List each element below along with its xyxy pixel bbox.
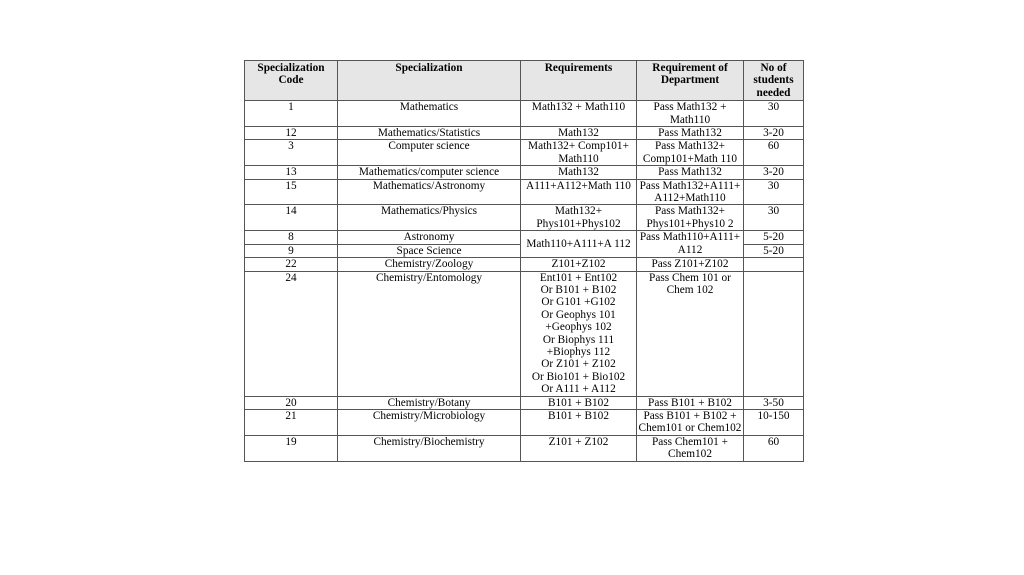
cell-code: 12 <box>245 127 338 140</box>
table-row <box>245 101 804 127</box>
specialization-table <box>244 60 804 462</box>
cell-specialization: Computer science <box>338 140 521 166</box>
cell-requirements-merged: Math110+A111+A 112 <box>521 231 637 258</box>
cell-code: 19 <box>245 435 338 461</box>
cell-department-merged: Pass Math110+A111+ A112 <box>637 231 744 258</box>
cell-code: 21 <box>245 409 338 435</box>
cell-students: 30 <box>744 179 804 205</box>
cell-department: Pass Z101+Z102 <box>637 258 744 271</box>
header-students: No of students needed <box>744 61 804 101</box>
cell-requirements: A111+A112+Math 110 <box>521 179 637 205</box>
requirement-line: Or Biophys 111 +Biophys 112 <box>542 333 615 358</box>
cell-students: 3-20 <box>744 166 804 179</box>
table-row <box>245 140 804 166</box>
cell-students: 30 <box>744 101 804 127</box>
cell-students: 5-20 <box>744 244 804 257</box>
table-row <box>245 166 804 179</box>
cell-specialization: Mathematics/Statistics <box>338 127 521 140</box>
cell-code: 8 <box>245 231 338 244</box>
cell-students: 60 <box>744 140 804 166</box>
requirement-line: Or Geophys 101 +Geophys 102 <box>541 308 616 334</box>
cell-requirements: B101 + B102 <box>521 409 637 435</box>
table-header-row <box>245 61 804 101</box>
cell-students: 10-150 <box>744 409 804 435</box>
cell-code: 13 <box>245 166 338 179</box>
cell-requirements: Z101+Z102 <box>521 258 637 271</box>
cell-specialization: Chemistry/Biochemistry <box>338 435 521 461</box>
header-specialization: Specialization <box>338 61 521 101</box>
cell-department: Pass B101 + B102 + Chem101 or Chem102 <box>637 409 744 435</box>
table-row <box>245 396 804 409</box>
cell-students: 3-50 <box>744 396 804 409</box>
requirement-line: Or B101 + B102 <box>540 283 617 296</box>
cell-code: 24 <box>245 271 338 396</box>
cell-specialization: Astronomy <box>338 231 521 244</box>
cell-students: 5-20 <box>744 231 804 244</box>
cell-code: 1 <box>245 101 338 127</box>
cell-specialization: Mathematics/Physics <box>338 205 521 231</box>
cell-department: Pass Math132+A111+ A112+Math110 <box>637 179 744 205</box>
requirement-line: Ent101 + Ent102 <box>539 271 618 284</box>
cell-specialization: Mathematics <box>338 101 521 127</box>
cell-students: 30 <box>744 205 804 231</box>
cell-students: 60 <box>744 435 804 461</box>
cell-requirements <box>521 271 637 396</box>
cell-department: Pass Chem101 + Chem102 <box>637 435 744 461</box>
cell-code: 22 <box>245 258 338 271</box>
cell-requirements: Math132+ Comp101+ Math110 <box>521 140 637 166</box>
header-requirements: Requirements <box>521 61 637 101</box>
cell-department: Pass Math132 <box>637 127 744 140</box>
document-page <box>244 60 804 575</box>
cell-specialization: Space Science <box>338 244 521 257</box>
cell-students <box>744 258 804 271</box>
cell-specialization: Chemistry/Microbiology <box>338 409 521 435</box>
requirement-line: Or G101 +G102 <box>541 296 616 309</box>
cell-requirements: B101 + B102 <box>521 396 637 409</box>
header-department: Requirement of Department <box>637 61 744 101</box>
cell-specialization: Mathematics/computer science <box>338 166 521 179</box>
cell-code: 14 <box>245 205 338 231</box>
cell-specialization: Chemistry/Entomology <box>338 271 521 396</box>
cell-code: 3 <box>245 140 338 166</box>
cell-students <box>744 271 804 396</box>
cell-students: 3-20 <box>744 127 804 140</box>
cell-department: Pass B101 + B102 <box>637 396 744 409</box>
table-row <box>245 179 804 205</box>
cell-department: Pass Math132 <box>637 166 744 179</box>
table-row <box>245 258 804 271</box>
header-code: Specialization Code <box>245 61 338 101</box>
table-row <box>245 435 804 461</box>
cell-department: Pass Math132+ Phys101+Phys10 2 <box>637 205 744 231</box>
requirement-line: Or Bio101 + Bio102 <box>531 370 626 383</box>
requirement-line: Or Z101 + Z102 <box>541 358 616 371</box>
cell-specialization: Mathematics/Astronomy <box>338 179 521 205</box>
table-row <box>245 205 804 231</box>
cell-code: 9 <box>245 244 338 257</box>
table-row <box>245 409 804 435</box>
cell-requirements: Math132 + Math110 <box>521 101 637 127</box>
table-row <box>245 127 804 140</box>
cell-department: Pass Math132 + Math110 <box>637 101 744 127</box>
table-row <box>245 231 804 244</box>
table-row <box>245 271 804 396</box>
cell-code: 20 <box>245 396 338 409</box>
cell-requirements: Math132+ Phys101+Phys102 <box>521 205 637 231</box>
cell-requirements: Z101 + Z102 <box>521 435 637 461</box>
requirement-line: Or A111 + A112 <box>541 383 616 396</box>
cell-department: Pass Chem 101 or Chem 102 <box>637 271 744 396</box>
cell-specialization: Chemistry/Zoology <box>338 258 521 271</box>
cell-requirements: Math132 <box>521 166 637 179</box>
cell-requirements: Math132 <box>521 127 637 140</box>
cell-code: 15 <box>245 179 338 205</box>
cell-specialization: Chemistry/Botany <box>338 396 521 409</box>
cell-department: Pass Math132+ Comp101+Math 110 <box>637 140 744 166</box>
